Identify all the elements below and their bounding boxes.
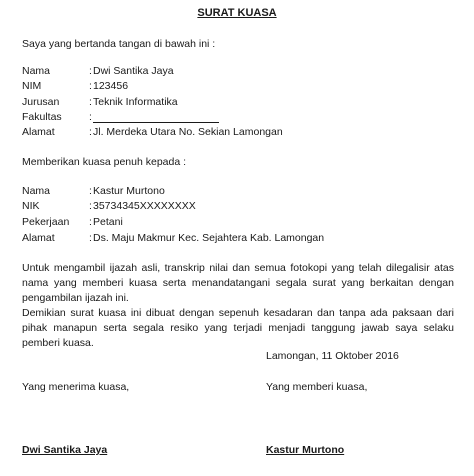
grantee-pekerjaan-label: Pekerjaan xyxy=(22,216,70,228)
grantee-alamat-value: Ds. Maju Makmur Kec. Sejahtera Kab. Lamongan xyxy=(93,232,325,244)
grantee-alamat-label: Alamat xyxy=(22,232,55,244)
separator: : xyxy=(89,80,92,92)
grantor-nim-value: 123456 xyxy=(93,80,129,92)
document-title: SURAT KUASA xyxy=(197,7,277,19)
grant-statement: Memberikan kuasa penuh kepada : xyxy=(22,156,187,168)
closing-paragraph: Demikian surat kuasa ini dibuat dengan sepenuh kesadaran dan tanpa ada paksaan dari pihak manapun serta segala resiko yang terjadi menjadi tanggung jawab saya selaku pemberi kuasa. xyxy=(22,307,454,349)
place-date: Lamongan, 11 Oktober 2016 xyxy=(266,350,399,362)
giver-signature-name: Kastur Murtono xyxy=(266,444,345,456)
grantor-alamat-label: Alamat xyxy=(22,126,55,138)
grantor-name-value: Dwi Santika Jaya xyxy=(93,65,174,77)
intro-text: Saya yang bertanda tangan di bawah ini : xyxy=(22,38,216,50)
separator: : xyxy=(89,200,92,212)
grantee-name-label: Nama xyxy=(22,185,51,197)
separator: : xyxy=(89,185,92,197)
grantee-pekerjaan-value: Petani xyxy=(93,216,123,228)
separator: : xyxy=(89,65,92,77)
grantor-fakultas-blank xyxy=(93,111,219,123)
giver-label: Yang memberi kuasa, xyxy=(266,381,368,393)
grantee-nik-label: NIK xyxy=(22,200,40,212)
receiver-label: Yang menerima kuasa, xyxy=(22,381,130,393)
receiver-signature-name: Dwi Santika Jaya xyxy=(22,444,108,456)
separator: : xyxy=(89,126,92,138)
grantor-fakultas-label: Fakultas xyxy=(22,111,62,123)
separator: : xyxy=(89,96,92,108)
grantor-jurusan-value: Teknik Informatika xyxy=(93,96,178,108)
grantor-alamat-value: Jl. Merdeka Utara No. Sekian Lamongan xyxy=(93,126,283,138)
grantee-name-value: Kastur Murtono xyxy=(93,185,165,197)
grantor-name-label: Nama xyxy=(22,65,51,77)
separator: : xyxy=(89,111,92,123)
fill-in-line xyxy=(93,112,219,123)
separator: : xyxy=(89,232,92,244)
separator: : xyxy=(89,216,92,228)
grantor-nim-label: NIM xyxy=(22,80,42,92)
purpose-paragraph: Untuk mengambil ijazah asli, transkrip nilai dan semua fotokopi yang telah dilegalisir atas nama yang memberi kuasa serta menandatangani segala surat yang berkaitan dengan pengambilan ijazah ini. xyxy=(22,262,454,304)
grantee-nik-value: 35734345XXXXXXXX xyxy=(93,200,196,212)
grantor-jurusan-label: Jurusan xyxy=(22,96,60,108)
